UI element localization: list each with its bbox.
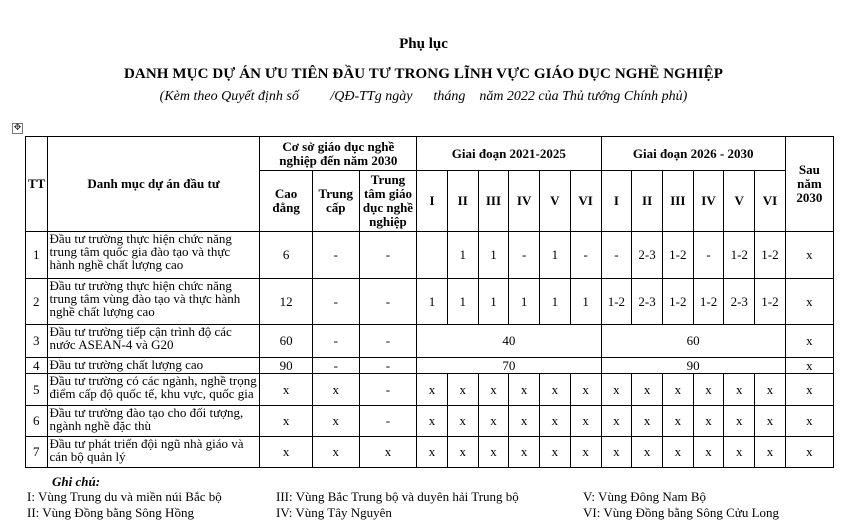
phase2-cell: 1-2 — [601, 279, 632, 325]
table-row — [26, 358, 834, 374]
header-region: I — [601, 171, 632, 232]
phase2-cell: x — [662, 374, 693, 406]
phase1-cell: x — [447, 437, 478, 468]
phase1-cell: 1 — [570, 279, 601, 325]
after-2030-cell: x — [785, 406, 833, 437]
phase2-cell: x — [755, 406, 786, 437]
header-region: V — [540, 171, 571, 232]
decision-reference: (Kèm theo Quyết định số /QĐ-TTg ngày tháng năm 2022 của Thủ tướng Chính phủ) — [159, 89, 688, 104]
note-region-1: I: Vùng Trung du và miền núi Bắc bộ — [27, 489, 222, 504]
college-cell: x — [260, 437, 312, 468]
header-phase-2021-2025: Giai đoạn 2021-2025 — [417, 137, 601, 171]
phase1-cell: 1 — [509, 279, 540, 325]
college-cell: 6 — [260, 232, 312, 279]
note-region-6: VI: Vùng Đồng bằng Sông Cửu Long — [583, 505, 780, 520]
project-name: Đầu tư trường đào tạo cho đối tượng, ngành nghề đặc thù — [47, 406, 260, 437]
phase2-cell: x — [693, 437, 724, 468]
college-cell: x — [260, 374, 312, 406]
center-cell: x — [359, 437, 416, 468]
intermediate-cell: x — [312, 374, 359, 406]
table-row — [26, 325, 834, 358]
header-region: I — [417, 171, 448, 232]
after-2030-cell: x — [785, 358, 833, 374]
after-2030-cell: x — [785, 374, 833, 406]
phase1-cell: x — [509, 437, 540, 468]
phase2-cell: x — [601, 374, 632, 406]
after-2030-cell: x — [785, 279, 833, 325]
phase2-cell: - — [693, 232, 724, 279]
row-number: 4 — [26, 358, 48, 374]
intermediate-cell: x — [312, 406, 359, 437]
phase1-cell: 1 — [478, 279, 509, 325]
header-project: Danh mục dự án đầu tư — [47, 137, 260, 232]
header-phase-2026-2030: Giai đoạn 2026 - 2030 — [601, 137, 785, 171]
header-region: II — [447, 171, 478, 232]
center-cell: - — [359, 374, 416, 406]
phase1-cell: x — [540, 406, 571, 437]
header-intermediate: Trung cấp — [312, 171, 359, 232]
intermediate-cell: - — [312, 232, 359, 279]
intermediate-cell: - — [312, 279, 359, 325]
row-number: 3 — [26, 325, 48, 358]
phase1-cell: x — [447, 374, 478, 406]
college-cell: 60 — [260, 325, 312, 358]
college-cell: 90 — [260, 358, 312, 374]
college-cell: x — [260, 406, 312, 437]
phase2-cell: x — [755, 437, 786, 468]
intermediate-cell: - — [312, 325, 359, 358]
intermediate-cell: x — [312, 437, 359, 468]
note-region-2: II: Vùng Đồng bằng Sông Hồng — [27, 505, 194, 520]
project-name: Đầu tư trường thực hiện chức năng trung tâm quốc gia đào tạo và thực hành nghề chất lượng cao — [47, 232, 260, 279]
note-region-3: III: Vùng Bắc Trung bộ và duyên hải Trung bộ — [276, 489, 519, 504]
project-name: Đầu tư phát triển đội ngũ nhà giáo và cán bộ quản lý — [47, 437, 260, 468]
row-number: 6 — [26, 406, 48, 437]
center-cell: - — [359, 279, 416, 325]
phase2-cell: x — [632, 406, 663, 437]
phase1-cell: 1 — [478, 232, 509, 279]
header-facilities: Cơ sở giáo dục nghề nghiệp đến năm 2030 — [260, 137, 417, 171]
note-region-5: V: Vùng Đông Nam Bộ — [583, 489, 707, 504]
document-heading: DANH MỤC DỰ ÁN ƯU TIÊN ĐẦU TƯ TRONG LĨNH VỰC GIÁO DỤC NGHỀ NGHIỆP — [123, 66, 724, 82]
phase2-cell: x — [693, 406, 724, 437]
phase1-cell: x — [417, 374, 448, 406]
phase2-cell: x — [632, 437, 663, 468]
phase2-cell: 2-3 — [632, 232, 663, 279]
project-name: Đầu tư trường thực hiện chức năng trung tâm vùng đào tạo và thực hành nghề chất lượng cao — [47, 279, 260, 325]
phase2-cell: x — [724, 437, 755, 468]
phase1-cell: x — [570, 406, 601, 437]
header-center: Trung tâm giáo dục nghề nghiệp — [359, 171, 416, 232]
after-2030-cell: x — [785, 437, 833, 468]
phase2-cell: x — [601, 437, 632, 468]
header-region: III — [662, 171, 693, 232]
phase1-cell: x — [417, 437, 448, 468]
phase1-cell: x — [478, 374, 509, 406]
phase1-cell: x — [570, 437, 601, 468]
phase2-merged-cell: 60 — [601, 325, 785, 358]
after-2030-cell: x — [785, 325, 833, 358]
table-move-handle-icon[interactable]: ✥ — [13, 123, 22, 133]
phase2-cell: 1-2 — [662, 232, 693, 279]
header-region: III — [478, 171, 509, 232]
phase1-cell: x — [447, 406, 478, 437]
phase1-cell: x — [570, 374, 601, 406]
table-row — [26, 374, 834, 406]
phase1-cell: 1 — [417, 279, 448, 325]
project-name: Đầu tư trường chất lượng cao — [47, 358, 260, 374]
notes-title: Ghi chú: — [52, 474, 101, 489]
header-college: Cao đẳng — [260, 171, 312, 232]
header-tt: TT — [26, 137, 48, 232]
table-row — [26, 279, 834, 325]
phase2-cell: x — [724, 374, 755, 406]
college-cell: 12 — [260, 279, 312, 325]
project-name: Đầu tư trường có các ngành, nghề trọng điểm cấp độ quốc tế, khu vực, quốc gia — [47, 374, 260, 406]
phase1-cell: x — [478, 437, 509, 468]
phase1-cell: 1 — [540, 232, 571, 279]
row-number: 2 — [26, 279, 48, 325]
phase1-cell: 1 — [447, 279, 478, 325]
phase1-cell: - — [570, 232, 601, 279]
phase2-cell: x — [632, 374, 663, 406]
phase1-cell: 1 — [447, 232, 478, 279]
phase2-cell: 1-2 — [693, 279, 724, 325]
phase2-cell: 1-2 — [662, 279, 693, 325]
header-region: IV — [693, 171, 724, 232]
row-number: 1 — [26, 232, 48, 279]
header-region: II — [632, 171, 663, 232]
table-row — [26, 232, 834, 279]
intermediate-cell: - — [312, 358, 359, 374]
phase2-cell: 1-2 — [755, 232, 786, 279]
header-region: V — [724, 171, 755, 232]
table-row — [26, 406, 834, 437]
phase1-cell — [417, 232, 448, 279]
after-2030-cell: x — [785, 232, 833, 279]
phase2-cell: - — [601, 232, 632, 279]
center-cell: - — [359, 232, 416, 279]
row-number: 5 — [26, 374, 48, 406]
project-table — [25, 136, 834, 468]
phase2-cell: x — [662, 406, 693, 437]
phase2-merged-cell: 90 — [601, 358, 785, 374]
phase2-cell: x — [662, 437, 693, 468]
header-after-2030: Sau năm 2030 — [785, 137, 833, 232]
phase1-cell: x — [540, 437, 571, 468]
center-cell: - — [359, 325, 416, 358]
phase2-cell: 2-3 — [632, 279, 663, 325]
note-region-4: IV: Vùng Tây Nguyên — [276, 505, 392, 520]
appendix-title: Phụ lục — [399, 36, 448, 52]
header-region: IV — [509, 171, 540, 232]
header-region: VI — [570, 171, 601, 232]
center-cell: - — [359, 406, 416, 437]
phase1-cell: x — [509, 374, 540, 406]
phase2-cell: 2-3 — [724, 279, 755, 325]
phase2-cell: x — [724, 406, 755, 437]
phase2-cell: x — [601, 406, 632, 437]
phase2-cell: x — [693, 374, 724, 406]
phase1-cell: x — [478, 406, 509, 437]
phase1-cell: x — [540, 374, 571, 406]
phase2-cell: 1-2 — [755, 279, 786, 325]
table-row — [26, 437, 834, 468]
phase1-cell: - — [509, 232, 540, 279]
phase2-cell: x — [755, 374, 786, 406]
phase1-cell: 1 — [540, 279, 571, 325]
phase1-merged-cell: 70 — [417, 358, 601, 374]
project-name: Đầu tư trường tiếp cận trình độ các nước ASEAN-4 và G20 — [47, 325, 260, 358]
phase1-cell: x — [417, 406, 448, 437]
center-cell: - — [359, 358, 416, 374]
phase1-cell: x — [509, 406, 540, 437]
header-region: VI — [755, 171, 786, 232]
row-number: 7 — [26, 437, 48, 468]
phase2-cell: 1-2 — [724, 232, 755, 279]
phase1-merged-cell: 40 — [417, 325, 601, 358]
